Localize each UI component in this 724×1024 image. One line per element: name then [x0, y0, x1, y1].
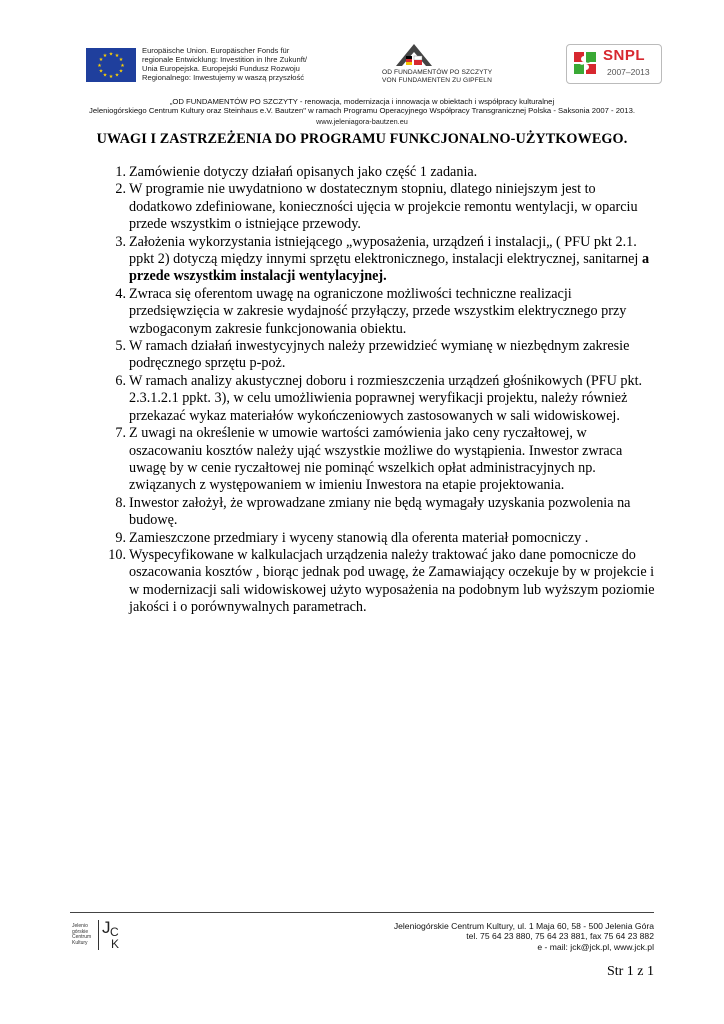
list-item [102, 530, 662, 547]
svg-text:★: ★ [98, 68, 104, 75]
remarks-list [102, 164, 662, 617]
list-item [102, 373, 662, 425]
jck-logo-text [72, 924, 91, 946]
svg-text:★: ★ [118, 57, 124, 63]
list-item [102, 495, 662, 530]
svg-text:★: ★ [98, 57, 104, 63]
list-item [102, 181, 662, 233]
jck-letter-j: J [102, 918, 111, 937]
jck-letter-c: C [110, 925, 119, 939]
address-line: Jeleniogórskie Centrum Kultury, ul. 1 Maja 60, 58 - 500 Jelenia Góra [393, 921, 654, 931]
jck-logo-line: Kultury [72, 939, 88, 946]
snpl-logo [566, 44, 662, 84]
item-text: Zamieszczone przedmiary i wyceny stanowią dla oferenta materiał pomocniczy . [129, 529, 589, 546]
project-logo-line: VON FUNDAMENTEN ZU GIPFELN [382, 77, 492, 84]
item-text: Zamówienie dotyczy działań opisanych jako część 1 zadania. [129, 164, 478, 180]
snpl-title: SNPL [603, 47, 646, 64]
item-number: 9. [115, 529, 126, 546]
item-text: W programie nie uwydatniono w dostatecznym stopniu, dlatego niniejszym jest to dodatkowo zdefiniowane, konieczności ujęcia w projekcie remontu wentylacji, w oparciu przede wszystkim o istniejące przewody. [129, 181, 638, 233]
program-line: „OD FUNDAMENTÓW PO SZCZYTY - renowacja, modernizacja i innowacja w obiektach i współpracy kulturalnej [169, 97, 555, 106]
eu-logo [86, 44, 318, 84]
item-number: 3. [115, 233, 126, 250]
eu-line: Unia Europejska. Europejski Fundusz Rozwoju [142, 64, 300, 73]
jck-letter-k: K [111, 937, 120, 951]
item-number: 8. [115, 494, 126, 511]
eu-line: Europäische Union. Europäischer Fonds für [142, 46, 290, 55]
item-text: Z uwagi na określenie w umowie wartości zamówienia jako ceny ryczałtowej, w oszacowaniu kosztów należy ująć wszystkie możliwe do wystąpienia. Inwestor zwraca uwagę by w cenie ryczałtowej nie pominąć wszelkich opłat administracyjnych np. związanych z występowaniem w imieniu Inwestora na etapie projektowania. [129, 425, 623, 494]
svg-text:★: ★ [102, 53, 108, 59]
page-number: Str 1 z 1 [606, 964, 654, 979]
list-item [102, 286, 662, 338]
svg-text:★: ★ [118, 68, 124, 75]
mountain-flag-icon [392, 42, 436, 66]
phone-line: tel. 75 64 23 880, 75 64 23 881, fax 75 64 23 882 [466, 931, 654, 942]
program-description [40, 98, 684, 116]
item-text: Założenia wykorzystania istniejącego „wyposażenia, urządzeń i instalacji„ ( PFU pkt 2.1. ppkt 2) dotyczą między innymi sprzętu elektronicznego, instalacji elektrycznej, sanitarnej [129, 233, 642, 268]
eu-logo-text [142, 46, 307, 82]
item-text-bold: a przede wszystkim instalacji wentylacyjnej. [129, 251, 650, 285]
svg-text:★: ★ [102, 72, 108, 79]
item-number: 10. [108, 546, 126, 563]
item-text: Inwestor założył, że wprowadzane zmiany nie będą wymagały uzyskania pozwolenia na budowę. [129, 494, 631, 529]
svg-text:★: ★ [108, 74, 114, 80]
item-text: W ramach analizy akustycznej doboru i rozmieszczenia urządzeń głośnikowych (PFU pkt. 2.3.1.2.1 ppkt. 3), w celu umożliwienia poprawnej weryfikacji projektu, należy również przekazać wykaz materiałów wykończeniowych zastosowanych w sali widowiskowej. [129, 372, 643, 424]
eu-flag-icon [86, 48, 136, 82]
puzzle-icon [572, 50, 598, 76]
jck-monogram [98, 920, 121, 950]
item-number: 4. [115, 285, 126, 302]
item-number: 6. [115, 372, 126, 389]
footer-address [300, 921, 654, 952]
svg-text:★: ★ [97, 63, 102, 69]
item-number: 7. [115, 425, 126, 442]
item-text: W ramach działań inwestycyjnych należy przewidzieć wymianę w niezbędnym zakresie podręcznego sprzętu p-poż. [129, 338, 630, 372]
list-item [102, 425, 662, 495]
program-url[interactable]: www.jeleniagora-bautzen.eu [316, 117, 408, 126]
list-item [102, 547, 662, 617]
project-logo [382, 42, 502, 86]
snpl-years: 2007–2013 [607, 67, 650, 77]
jck-logo [70, 918, 128, 952]
eu-line: regionale Entwicklung: Investition in Ihre Zukunft/ [142, 55, 308, 64]
item-text: Wyspecyfikowane w kalkulacjach urządzenia należy traktować jako dane pomocnicze do oszacowania kosztów , biorąc jednak pod uwagę, że Zamawiający oczekuje by w projekcie i w modernizacji sali widowiskowej użyto wyposażenia na podobnym lub wyższym poziomie jakości i o porównywalnych parametrach. [129, 546, 655, 616]
jck-logo-line: Jelenio [72, 923, 88, 929]
list-item [102, 338, 662, 373]
svg-text:★: ★ [114, 72, 120, 79]
email-line[interactable]: e - mail: jck@jck.pl, www.jck.pl [537, 941, 654, 952]
svg-text:★: ★ [108, 51, 114, 58]
jck-logo-line: Centrum [72, 934, 92, 941]
list-item [102, 234, 662, 286]
jck-logo-line: górskie [72, 928, 89, 935]
item-number: 2. [115, 181, 126, 198]
footer-divider [70, 912, 654, 913]
program-line: Jeleniogórskiego Centrum Kultury oraz Steinhaus e.V. Bautzen" w ramach Programu Operacyjnego Współpracy Transgranicznej Polska - Saksonia 2007 - 2013. [89, 105, 635, 115]
project-logo-line: OD FUNDAMENTÓW PO SZCZYTY [382, 69, 493, 76]
item-number: 1. [115, 164, 126, 180]
svg-text:★: ★ [120, 63, 125, 69]
eu-line: Regionalnego: Inwestujemy w waszą przyszłość [142, 73, 305, 82]
list-item [102, 164, 662, 181]
document-title: UWAGI I ZASTRZEŻENIA DO PROGRAMU FUNKCJONALNO-UŻYTKOWEGO. [96, 131, 628, 147]
item-text: Zwraca się oferentom uwagę na ograniczone możliwości techniczne realizacji przedsięwzięcia w zakresie wydajność przyłączy, przede wszystkim elektrycznego przy wzbogaconym zakresie funkcjonowania obiektu. [129, 285, 627, 337]
svg-text:★: ★ [114, 53, 120, 59]
item-number: 5. [115, 338, 126, 355]
